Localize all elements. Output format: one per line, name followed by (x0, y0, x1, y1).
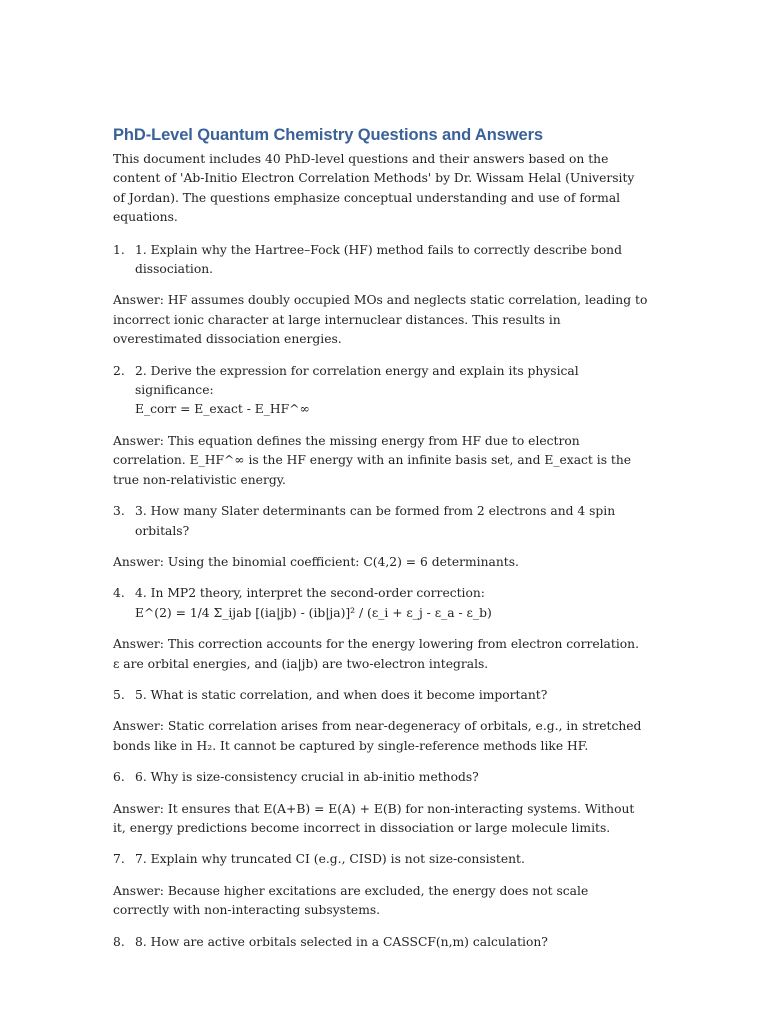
question-item (113, 362, 648, 420)
question-body (135, 241, 648, 280)
question-number: 7. (113, 852, 125, 867)
answer-text: Answer: This equation defines the missing energy from HF due to electron correlation. E_HF^∞ is the HF energy with an infinite basis set, and E_exact is the true non-relativistic energy. (113, 433, 632, 487)
question-item (113, 502, 648, 541)
document-title: PhD-Level Quantum Chemistry Questions and Answers (113, 126, 543, 144)
question-item (113, 850, 648, 869)
question-text: 7. Explain why truncated CI (e.g., CISD) is not size-consistent. (135, 852, 525, 867)
answer-text: Answer: This correction accounts for the energy lowering from electron correlation. ε are orbital energies, and (ia|jb) are two-electron integrals. (113, 637, 639, 671)
question-number: 2. (113, 363, 125, 378)
question-text: 2. Derive the expression for correlation energy and explain its physical significance: (135, 363, 579, 398)
question-body (135, 362, 648, 420)
question-body (135, 502, 648, 541)
question-text: 5. What is static correlation, and when does it become important? (135, 687, 548, 702)
question-number: 4. (113, 586, 125, 601)
question-body (135, 768, 648, 787)
question-number: 3. (113, 504, 125, 519)
document-intro: This document includes 40 PhD-level questions and their answers based on the content of 'Ab-Initio Electron Correlation Methods' by Dr. Wissam Helal (University of Jordan). The questions emphasize conceptual understanding and use of formal equations. (113, 152, 635, 225)
question-item (113, 768, 648, 787)
answer-text: Answer: It ensures that E(A+B) = E(A) + E(B) for non-interacting systems. Without it, energy predictions become incorrect in dissociation or large molecule limits. (113, 801, 635, 835)
question-body (135, 584, 648, 623)
question-item (113, 584, 648, 623)
question-text: 4. In MP2 theory, interpret the second-order correction: (135, 586, 485, 601)
question-body (135, 933, 648, 952)
answer-text: Answer: Using the binomial coefficient: C(4,2) = 6 determinants. (113, 554, 519, 569)
question-number: 1. (113, 242, 125, 257)
answer-text: Answer: HF assumes doubly occupied MOs and neglects static correlation, leading to incorrect ionic character at large internuclear distances. This results in overestimated dissociation energies. (113, 293, 648, 347)
question-text: 3. How many Slater determinants can be formed from 2 electrons and 4 spin orbitals? (135, 504, 616, 538)
question-number: 6. (113, 770, 125, 785)
question-item (113, 241, 648, 280)
question-item (113, 933, 648, 952)
question-equation: E_corr = E_exact - E_HF^∞ (135, 402, 310, 417)
document-content (113, 124, 648, 964)
answer-text: Answer: Static correlation arises from near-degeneracy of orbitals, e.g., in stretched bonds like in H₂. It cannot be captured by single-reference methods like HF. (113, 719, 642, 753)
question-equation: E^(2) = 1/4 Σ_ijab [(ia|jb) - (ib|ja)]² / (ε_i + ε_j - ε_a - ε_b) (135, 605, 492, 620)
answer-text: Answer: Because higher excitations are excluded, the energy does not scale correctly with non-interacting subsystems. (113, 883, 589, 918)
question-number: 8. (113, 934, 125, 949)
question-item (113, 686, 648, 705)
question-body (135, 850, 648, 869)
question-body (135, 686, 648, 705)
question-text: 8. How are active orbitals selected in a CASSCF(n,m) calculation? (135, 934, 548, 949)
question-number: 5. (113, 687, 125, 702)
qa-list (113, 241, 648, 952)
question-text: 6. Why is size-consistency crucial in ab-initio methods? (135, 770, 479, 785)
question-text: 1. Explain why the Hartree–Fock (HF) method fails to correctly describe bond dissociation. (135, 242, 622, 277)
